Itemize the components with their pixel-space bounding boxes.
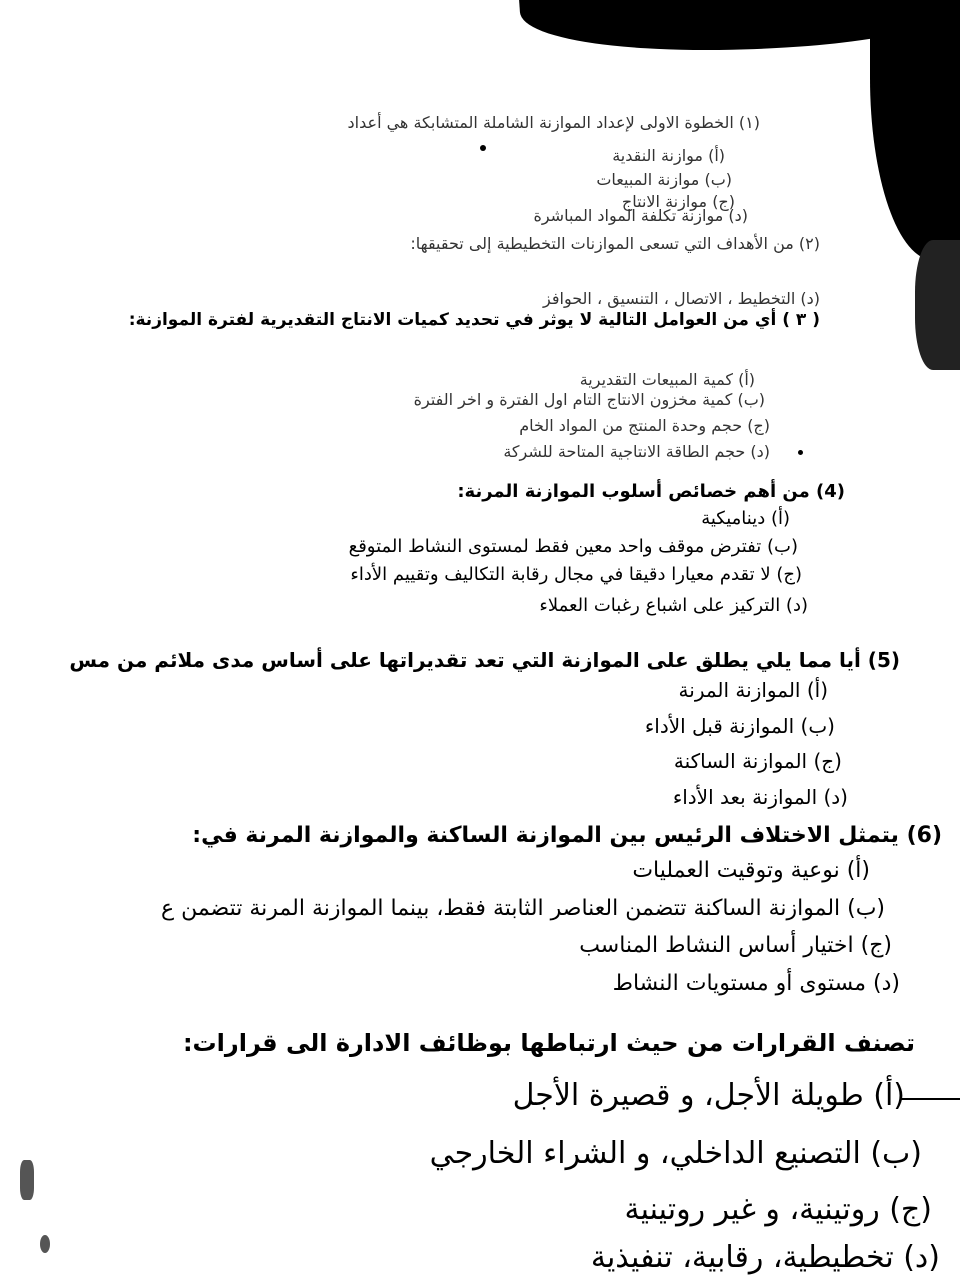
question-2-option-d: (د) التخطيط ، الاتصال ، التنسيق ، الحوافز bbox=[543, 289, 820, 308]
question-7-option-b: (ب) التصنيع الداخلي، و الشراء الخارجي bbox=[429, 1136, 922, 1171]
question-7-stem: تصنف القرارات من حيث ارتباطها بوظائف الادارة الى قرارات: bbox=[182, 1029, 915, 1057]
question-6-option-a: (أ) نوعية وتوقيت العمليات bbox=[632, 858, 870, 883]
question-3-option-a: (أ) كمية المبيعات التقديرية bbox=[579, 370, 755, 389]
question-1-option-c: (ج) موازنة الانتاج bbox=[621, 192, 735, 211]
question-1-option-d: (د) موازنة تكلفة المواد المباشرة bbox=[533, 206, 748, 225]
question-4-option-c: (ج) لا تقدم معيارا دقيقا في مجال رقابة التكاليف وتقييم الأداء bbox=[350, 564, 802, 585]
question-7-option-c: (ج) روتينية، و غير روتينية bbox=[624, 1192, 932, 1227]
question-5-stem: (5) أيا مما يلي يطلق على الموازنة التي تعد تقديراتها على أساس مدى ملائم من مس bbox=[69, 648, 900, 672]
scan-blot bbox=[915, 240, 960, 370]
scan-speck bbox=[798, 450, 803, 455]
question-3-option-b: (ب) كمية مخزون الانتاج التام اول الفترة و اخر الفترة bbox=[413, 390, 765, 409]
question-1-option-a: (أ) موازنة النقدية bbox=[612, 146, 725, 165]
question-3-option-d: (د) حجم الطاقة الانتاجية المتاحة للشركة bbox=[503, 442, 770, 461]
question-4-option-d: (د) التركيز على اشباع رغبات العملاء bbox=[539, 595, 808, 616]
question-4-option-b: (ب) تفترض موقف واحد معين فقط لمستوى النشاط المتوقع bbox=[348, 536, 798, 557]
question-5-option-c: (ج) الموازنة الساكنة bbox=[673, 749, 842, 773]
question-7-option-a: (أ) طويلة الأجل، و قصيرة الأجل bbox=[512, 1078, 905, 1113]
divider-line bbox=[900, 1098, 960, 1100]
question-2-stem: (٢) من الأهداف التي تسعى الموازنات التخطيطية إلى تحقيقها: bbox=[410, 234, 820, 253]
question-5-option-d: (د) الموازنة بعد الأداء bbox=[672, 785, 848, 809]
scan-speck bbox=[20, 1160, 34, 1200]
question-5-option-a: (أ) الموازنة المرنة bbox=[678, 678, 828, 702]
question-4-stem: (4) من أهم خصائص أسلوب الموازنة المرنة: bbox=[457, 481, 845, 502]
question-7-option-d: (د) تخطيطية، رقابية، تنفيذية bbox=[590, 1240, 940, 1275]
question-1-option-b: (ب) موازنة المبيعات bbox=[596, 170, 732, 189]
question-3-option-c: (ج) حجم وحدة المنتج من المواد الخام bbox=[519, 416, 770, 435]
question-6-option-c: (ج) اختيار أساس النشاط المناسب bbox=[579, 933, 892, 958]
scan-speck bbox=[590, 32, 598, 38]
question-6-option-d: (د) مستوى أو مستويات النشاط bbox=[612, 971, 900, 996]
question-3-stem: ( ٣ ) أي من العوامل التالية لا يوثر في تحديد كميات الانتاج التقديرية لفترة الموازنة: bbox=[128, 310, 820, 330]
scan-blot bbox=[600, 0, 720, 40]
scan-blot bbox=[870, 0, 960, 260]
question-6-option-b: (ب) الموازنة الساكنة تتضمن العناصر الثابتة فقط، بينما الموازنة المرنة تتضمن ع bbox=[160, 896, 885, 921]
scan-speck bbox=[40, 1235, 50, 1253]
question-4-option-a: (أ) ديناميكية bbox=[701, 508, 790, 529]
scan-speck bbox=[480, 145, 486, 151]
question-1-stem: (١) الخطوة الاولى لإعداد الموازنة الشاملة المتشابكة هي أعداد bbox=[347, 113, 760, 132]
question-5-option-b: (ب) الموازنة قبل الأداء bbox=[644, 714, 835, 738]
question-6-stem: (6) يتمثل الاختلاف الرئيس بين الموازنة الساكنة والموازنة المرنة في: bbox=[192, 823, 942, 848]
